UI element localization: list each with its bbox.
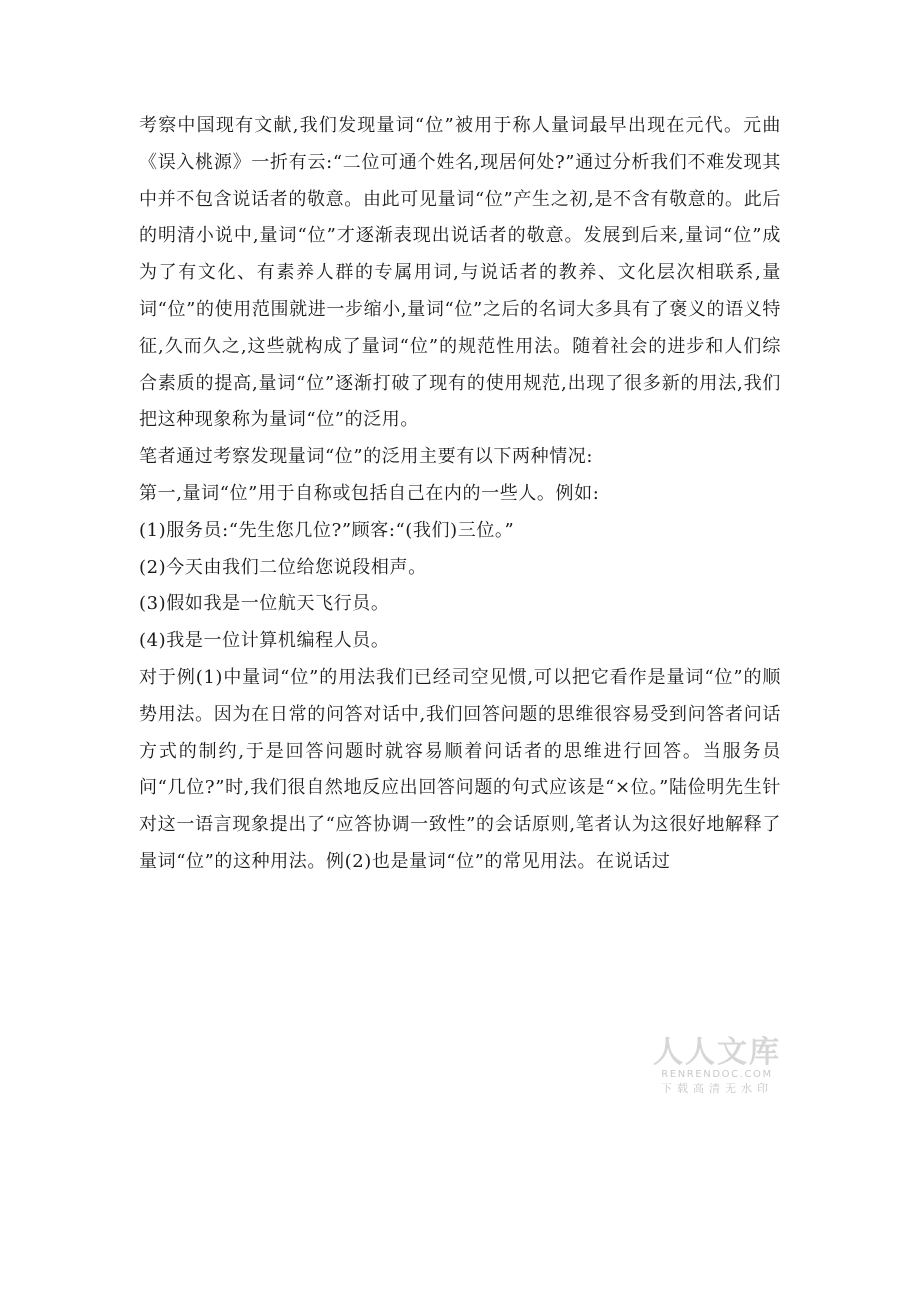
example-3: (3)假如我是一位航天飞行员。 [139, 593, 390, 615]
watermark-url: RENRENDOC.COM [661, 1069, 773, 1080]
watermark-logo [652, 1037, 782, 1097]
paragraph-analysis-example-1: 对于例(1)中量词“位”的用法我们已经司空见惯,可以把它看作是量词“位”的顺势用法。因为在日常的问答对话中,我们回答问题的思维很容易受到问答者问话方式的制约,于是回答问题时就容易顺着问话者的思维进行回答。当服务员问“几位?”时,我们很自然地反应出回答问题的句式应该是“×位。”陆俭明先生针对这一语言现象提出了“应答协调一致性”的会话原则,笔者认为这很好地解释了量词“位”的这种用法。例(2)也是量词“位”的常见用法。在说话过 [139, 666, 781, 872]
watermark-subtitle: 下载高清无水印 [661, 1082, 773, 1095]
example-2: (2)今天由我们二位给您说段相声。 [139, 556, 427, 578]
watermark-title: 人人文库 [653, 1035, 781, 1070]
document-body [139, 108, 781, 881]
example-1: (1)服务员:“先生您几位?”顾客:“(我们)三位。” [139, 519, 515, 541]
paragraph-two-cases-intro: 笔者通过考察发现量词“位”的泛用主要有以下两种情况: [139, 446, 594, 468]
paragraph-first-case: 第一,量词“位”用于自称或包括自己在内的一些人。例如: [139, 482, 600, 504]
paragraph-origin-of-wei: 考察中国现有文献,我们发现量词“位”被用于称人量词最早出现在元代。元曲《误入桃源》一折有云:“二位可通个姓名,现居何处?”通过分析我们不难发现其中并不包含说话者的敬意。由此可见量词“位”产生之初,是不含有敬意的。此后的明清小说中,量词“位”才逐渐表现出说话者的敬意。发展到后来,量词“位”成为了有文化、有素养人群的专属用词,与说话者的教养、文化层次相联系,量词“位”的使用范围就进一步缩小,量词“位”之后的名词大多具有了褒义的语义特征,久而久之,这些就构成了量词“位”的规范性用法。随着社会的进步和人们综合素质的提高,量词“位”逐渐打破了现有的使用规范,出现了很多新的用法,我们把这种现象称为量词“位”的泛用。 [139, 115, 781, 431]
example-4: (4)我是一位计算机编程人员。 [139, 630, 390, 652]
